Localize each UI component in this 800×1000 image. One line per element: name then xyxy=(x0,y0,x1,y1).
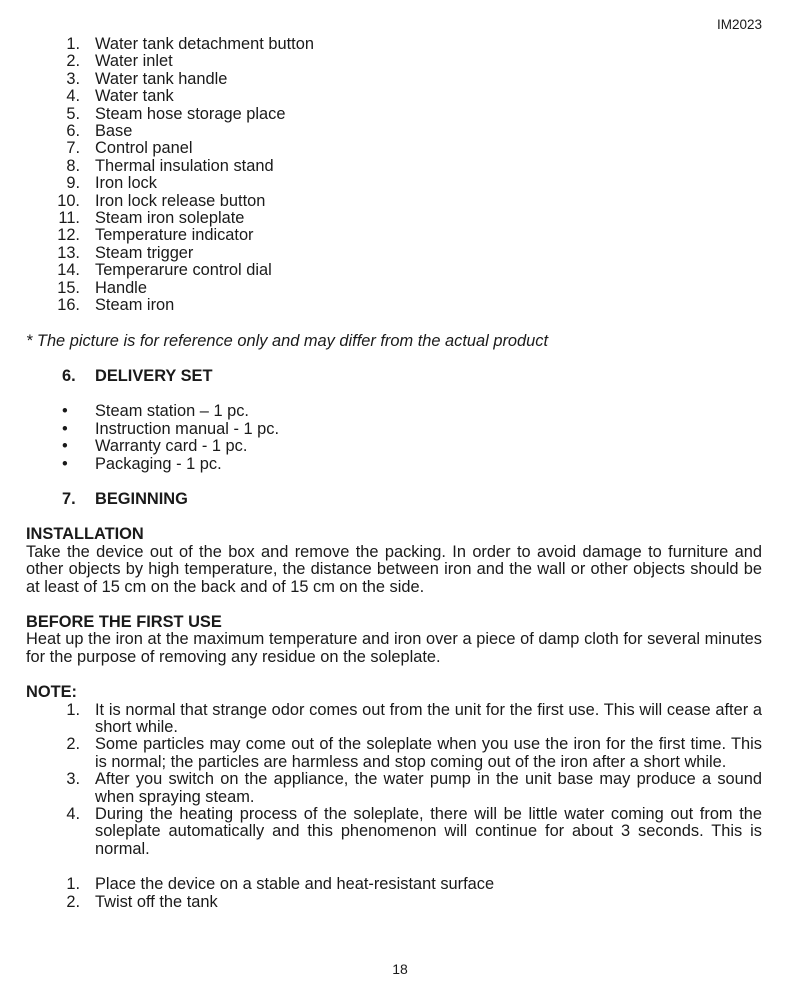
before-first-use-heading: BEFORE THE FIRST USE xyxy=(26,612,222,631)
bullet-icon: • xyxy=(62,454,68,473)
section-heading-delivery-set xyxy=(26,368,762,385)
note-heading: NOTE: xyxy=(26,683,77,702)
list-item: • Packaging - 1 pc. xyxy=(26,456,762,473)
before-first-use-text: Heat up the iron at the maximum temperature and iron over a piece of damp cloth for several minutes for the purpose of removing any residue on the soleplate. xyxy=(26,630,762,666)
installation-heading: INSTALLATION xyxy=(26,525,144,544)
list-item: 4. Water tank xyxy=(66,87,174,106)
list-item: 6. Base xyxy=(66,122,133,141)
list-item: 9. Iron lock xyxy=(66,174,157,193)
list-item: 2. Water inlet xyxy=(66,52,173,71)
page-content xyxy=(26,36,762,911)
bullet-icon: • xyxy=(62,402,68,421)
list-item: 1. Water tank detachment button xyxy=(66,35,314,53)
list-item: 2. Some particles may come out of the soleplate when you use the iron for the first time. This is normal; the particles are harmless and stop coming out of the iron after a short while. xyxy=(66,735,762,771)
section-title: BEGINNING xyxy=(95,489,188,508)
list-item: 1. It is normal that strange odor comes out from the unit for the first use. This will cease after a short while. xyxy=(66,700,762,736)
list-item: 2. Twist off the tank xyxy=(66,892,218,911)
list-item: 15. Handle xyxy=(57,278,147,297)
list-item: • Steam station – 1 pc. xyxy=(26,403,762,420)
bullet-icon: • xyxy=(62,437,68,456)
document-code: IM2023 xyxy=(716,17,762,32)
list-item: 8. Thermal insulation stand xyxy=(66,156,274,175)
delivery-set-list xyxy=(26,403,762,473)
list-item: 12. Temperature indicator xyxy=(57,226,254,245)
parts-list xyxy=(26,36,762,315)
list-item: 14. Temperarure control dial xyxy=(57,261,272,280)
section-number: 6. xyxy=(62,366,76,385)
list-item: • Warranty card - 1 pc. xyxy=(26,438,762,455)
bullet-icon: • xyxy=(62,419,68,438)
list-item: 4. During the heating process of the soleplate, there will be little water coming out from the soleplate automatically and this phenomenon will continue for about 3 seconds. This is normal. xyxy=(66,805,762,858)
section-number: 7. xyxy=(62,489,76,508)
list-item: 10. Iron lock release button xyxy=(57,191,266,210)
list-item: 11. Steam iron soleplate xyxy=(58,209,245,228)
list-item: 13. Steam trigger xyxy=(57,243,194,262)
list-item: 3. After you switch on the appliance, the water pump in the unit base may produce a sound when spraying steam. xyxy=(66,770,762,806)
installation-steps xyxy=(26,876,762,911)
list-item: 3. Water tank handle xyxy=(66,69,228,88)
picture-disclaimer: * The picture is for reference only and may differ from the actual product xyxy=(26,331,549,350)
page-number: 18 xyxy=(392,961,408,977)
section-heading-beginning xyxy=(26,491,762,508)
list-item: 5. Steam hose storage place xyxy=(66,104,286,123)
note-list xyxy=(26,702,762,859)
list-item: • Instruction manual - 1 pc. xyxy=(26,421,762,438)
list-item: 1. Place the device on a stable and heat-resistant surface xyxy=(66,875,495,894)
list-item: 16. Steam iron xyxy=(57,296,175,315)
list-item: 7. Control panel xyxy=(66,139,193,158)
section-title: DELIVERY SET xyxy=(95,366,213,385)
installation-text: Take the device out of the box and remove the packing. In order to avoid damage to furniture and other objects by high temperature, the distance between iron and the wall or other objects should be at least of 15 cm on the back and of 15 cm on the side. xyxy=(26,542,762,596)
